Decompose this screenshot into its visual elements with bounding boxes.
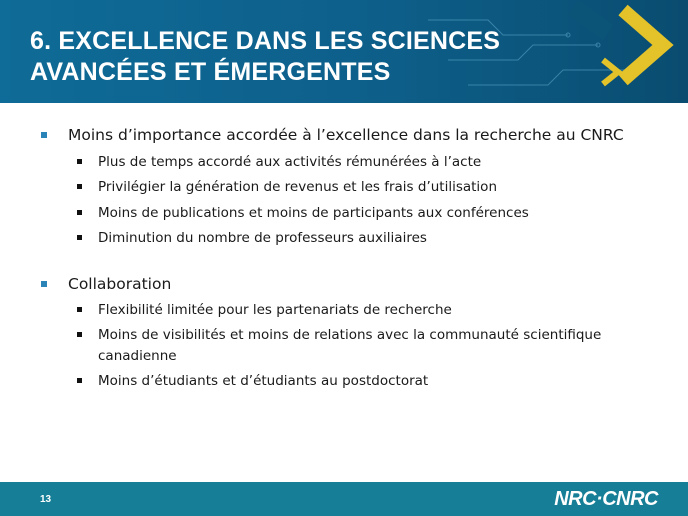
list-item: Plus de temps accordé aux activités rémunérées à l’acte [98,154,482,170]
item-bullet [77,184,82,189]
section-heading: Moins d’importance accordée à l’excellence dans la recherche au CNRC [68,126,624,144]
slide-title [30,26,590,88]
section-bullet [41,132,47,138]
page-number: 13 [40,494,52,505]
title-line-2: AVANCÉES ET ÉMERGENTES [30,58,391,86]
list-item: Moins de publications et moins de participants aux conférences [98,205,529,221]
item-bullet [77,235,82,240]
list-item: Moins d’étudiants et d’étudiants au postdoctorat [98,373,429,389]
nrc-cnrc-logo: NRC·CNRC [554,488,658,510]
list-item: Privilégier la génération de revenus et les frais d’utilisation [98,179,498,195]
chevron-small-icon [603,60,618,84]
section-bullet [41,281,47,287]
item-bullet [77,307,82,312]
section-heading: Collaboration [68,275,172,293]
slide-footer [0,482,688,516]
item-bullet [77,210,82,215]
item-bullet [77,378,82,383]
list-item-continuation: canadienne [98,348,177,364]
chevron-large-icon [623,10,663,80]
item-bullet [77,159,82,164]
title-line-1: 6. EXCELLENCE DANS LES SCIENCES [30,27,501,55]
list-item: Flexibilité limitée pour les partenariats de recherche [98,302,452,318]
list-item: Diminution du nombre de professeurs auxiliaires [98,230,427,246]
slide-header [0,0,688,103]
list-item: Moins de visibilités et moins de relations avec la communauté scientifique [98,327,602,343]
item-bullet [77,332,82,337]
